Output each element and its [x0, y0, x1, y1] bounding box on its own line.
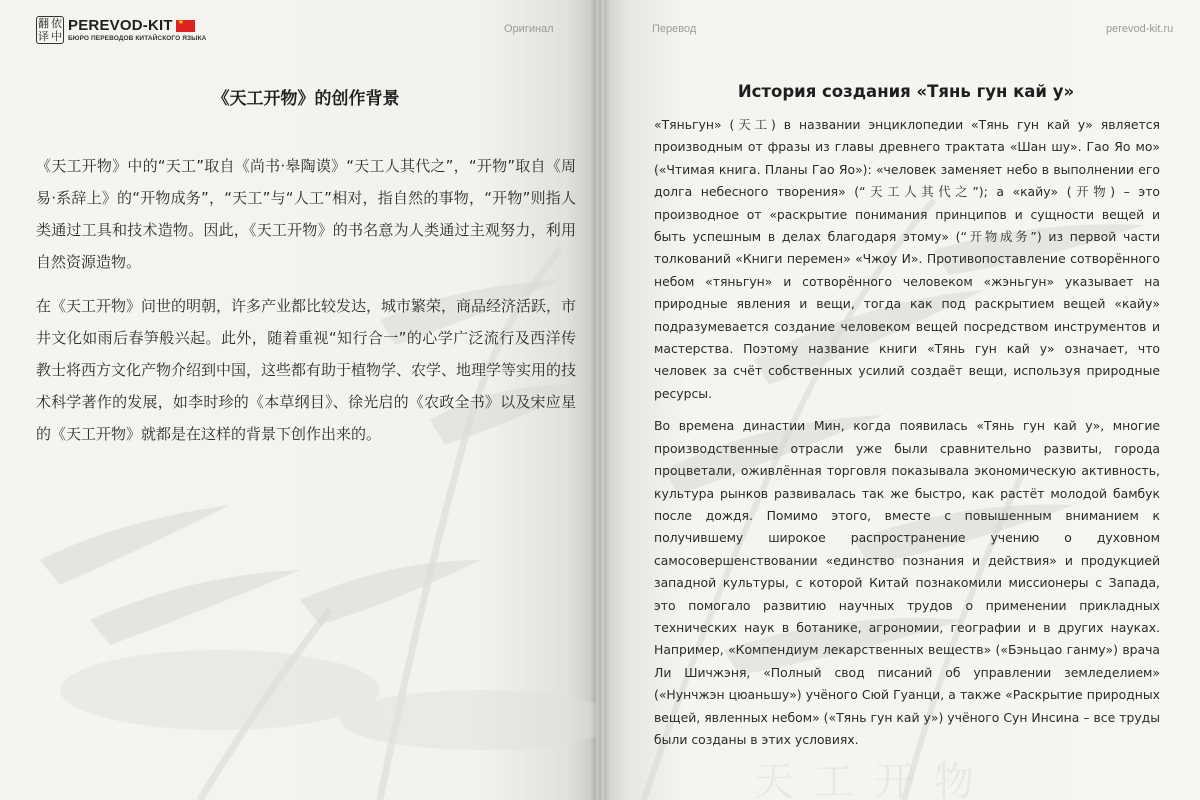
company-logo[interactable] — [36, 16, 206, 44]
chinese-paragraph-1: 《天工开物》中的“天工”取自《尚书·皋陶谟》“天工人其代之”，“开物”取自《周易·系辞上》的“开物成务”，“天工”与“人工”相对，指自然的事物，“开物”则指人类通过工具和技术造物。因此，《天工开物》的书名意为人类通过主观努力，利用自然资源造物。 — [36, 157, 576, 271]
russian-title: История создания «Тянь гун кай у» — [737, 82, 1075, 101]
brand-name: PEREVOD-KIT — [68, 16, 173, 34]
russian-paragraph-2: Во времена династии Мин, когда появилась «Тянь гун кай у», многие производственные отрасли уже были сравнительно развиты, города процветали, оживлённая торговля показывала экономическую активность, культура рынков развивалась так же быстро, как растёт молодой бамбук после дождя. Помимо этого, вместе с повышенным вниманием к получившему широкое распространение учению о духовном самосовершенствовании «единство познания и действия» и продукцией западной культуры, с которой Китай познакомили миссионеры с Запада, это помогало развитию научных трудов о применении прикладных технических наук в ботанике, агрономии, географии и в других науках. Например, «Компендиум лекарственных веществ» («Бэньцао ганму») врача Ли Шичжэня, «Полный свод писаний об управлении земледелием» («Нунчжэн цюаньшу») учёного Сюй Гуанци, а также «Раскрытие природных вещей, явленных небом» («Тянь гун кай у») учёного Сун Инсина – все труды были созданы в этих условиях. — [654, 418, 1160, 747]
site-url[interactable]: perevod-kit.ru — [1106, 23, 1174, 35]
seal-icon: 翻 依 译 中 — [38, 17, 62, 43]
translation-header: Перевод — [652, 23, 697, 35]
svg-text:天: 天 — [754, 759, 794, 800]
left-page — [0, 0, 596, 800]
russian-text — [654, 114, 1160, 761]
chinese-paragraph-2: 在《天工开物》问世的明朝，许多产业都比较发达，城市繁荣，商品经济活跃，市井文化如雨后春笋般兴起。此外，随着重视“知行合一”的心学广泛流行及西洋传教士将西方文化产物介绍到中国，这些都有助于植物学、农学、地理学等实用的技术科学著作的发展，如李时珍的《本草纲目》、徐光启的《农政全书》以及宋应星的《天工开物》就都是在这样的背景下创作出来的。 — [36, 297, 577, 443]
svg-text:物: 物 — [934, 759, 974, 800]
china-flag-icon — [176, 20, 195, 32]
chinese-text — [36, 150, 576, 462]
russian-paragraph-1: «Тяньгун» (天工) в названии энциклопедии «Тянь гун кай у» является производным от фразы из главы древнего трактата «Шан шу». Гао Яо мо» («Чтимая книга. Планы Гао Яо»): «человек заменяет небо в выполнении его долга небесного творения» (“天工人其代之”); а «кайу» (开物) – это производное от «раскрытие понимания принципов и сущности вещей и быть успешным в делах благодаря этому» (“开物成务”) из первой части толкований «Книги перемен» «Чжоу И». Противопоставление сотворённого небом «тяньгун» и сотворённого человеком «жэньгун» указывает на природные явления и вещи, тогда как под раскрытием вещей «кайу» подразумевается создание человеком вещей посредством инструментов и мастерства. Поэтому название книги «Тянь гун кай у» означает, что человек за счёт собственных усилий создаёт вещи, используя природные ресурсы. — [654, 117, 1161, 401]
svg-text:工: 工 — [814, 759, 854, 800]
svg-text:开: 开 — [874, 759, 914, 800]
original-header: Оригинал — [504, 23, 554, 35]
brand-subtitle: БЮРО ПЕРЕВОДОВ КИТАЙСКОГО ЯЗЫКА — [68, 34, 207, 42]
book-gutter — [590, 0, 610, 800]
chinese-title: 《天工开物》的创作背景 — [212, 89, 400, 109]
